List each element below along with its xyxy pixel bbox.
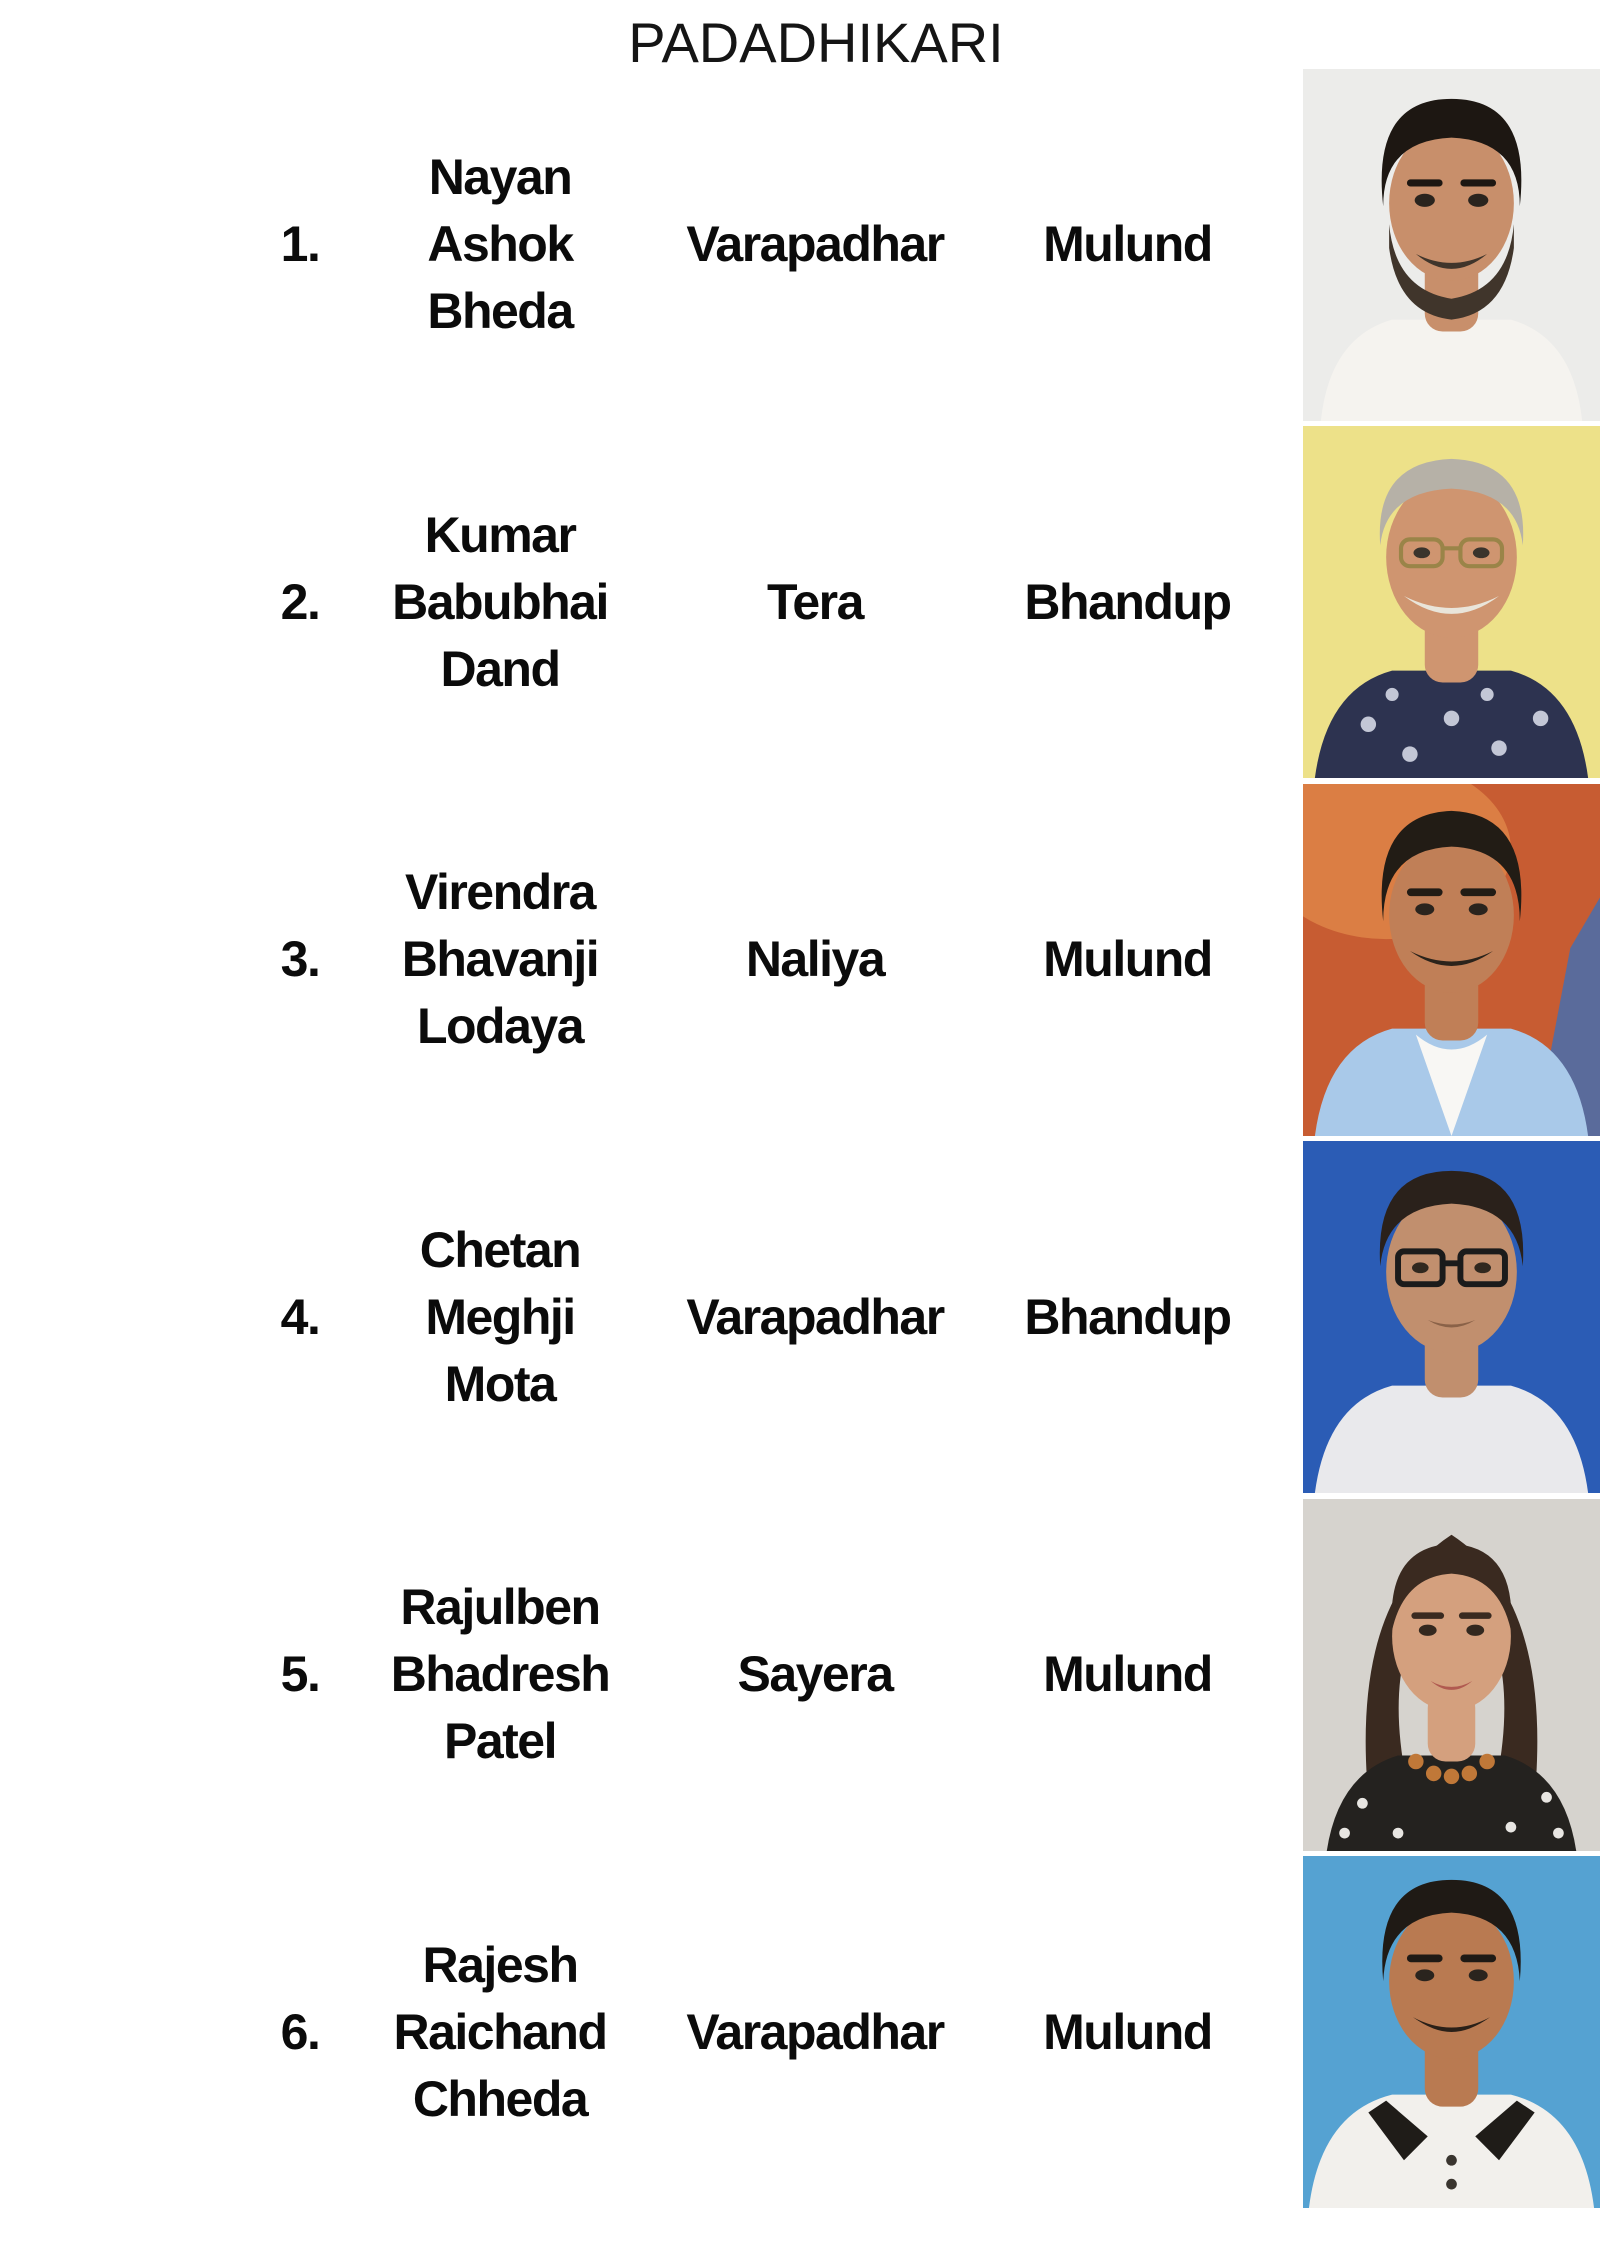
members-table: [0, 66, 1600, 2211]
name-line: Chheda: [412, 2070, 588, 2127]
name-line: Rajulben: [400, 1579, 600, 1636]
name-line: Meghji: [425, 1288, 575, 1345]
name-line: Rajesh: [422, 1936, 578, 1993]
row-number: 6.: [280, 2003, 320, 2060]
member-location: Mulund: [1043, 931, 1212, 988]
name-line: Virendra: [405, 864, 595, 921]
member-designation: Varapadhar: [686, 2003, 944, 2060]
member-name: [360, 859, 640, 1060]
name-line: Bheda: [427, 283, 573, 340]
name-line: Lodaya: [416, 998, 584, 1055]
member-designation: Varapadhar: [686, 216, 944, 273]
name-line: Patel: [443, 1713, 556, 1770]
member-name: [360, 502, 640, 703]
name-line: Dand: [440, 640, 560, 697]
name-line: Nayan: [428, 149, 572, 206]
portrait-photo: [1303, 69, 1600, 421]
member-photo: [1303, 1499, 1600, 1851]
name-line: Ashok: [427, 216, 573, 273]
row-number: 3.: [280, 931, 320, 988]
member-location: Bhandup: [1024, 1288, 1231, 1345]
portrait-photo: [1303, 1499, 1600, 1851]
table-row: [0, 66, 1600, 424]
row-number: 2.: [280, 573, 320, 630]
member-designation: Varapadhar: [686, 1288, 944, 1345]
name-line: Babubhai: [392, 573, 608, 630]
row-number: 5.: [280, 1646, 320, 1703]
name-line: Bhadresh: [390, 1646, 610, 1703]
row-number: 4.: [280, 1288, 320, 1345]
name-line: Mota: [444, 1355, 556, 1412]
member-photo: [1303, 1141, 1600, 1493]
name-line: Kumar: [424, 506, 576, 563]
member-photo: [1303, 1856, 1600, 2208]
name-line: Bhavanji: [401, 931, 599, 988]
portrait-photo: [1303, 426, 1600, 778]
member-designation: Sayera: [737, 1646, 893, 1703]
member-designation: Naliya: [745, 931, 885, 988]
member-name: [360, 1932, 640, 2133]
row-number: 1.: [280, 216, 320, 273]
member-location: Bhandup: [1024, 573, 1231, 630]
portrait-photo: [1303, 784, 1600, 1136]
member-photo: [1303, 784, 1600, 1136]
member-photo: [1303, 69, 1600, 421]
member-name: [360, 144, 640, 345]
member-name: [360, 1217, 640, 1418]
portrait-photo: [1303, 1856, 1600, 2208]
page-title: PADADHIKARI: [628, 11, 1004, 74]
table-row: [0, 781, 1600, 1139]
member-designation: Tera: [767, 573, 863, 630]
table-row: [0, 1854, 1600, 2212]
name-line: Chetan: [419, 1221, 581, 1278]
member-location: Mulund: [1043, 216, 1212, 273]
member-location: Mulund: [1043, 1646, 1212, 1703]
member-photo: [1303, 426, 1600, 778]
table-row: [0, 1139, 1600, 1497]
member-name: [360, 1574, 640, 1775]
table-row: [0, 424, 1600, 782]
member-location: Mulund: [1043, 2003, 1212, 2060]
name-line: Raichand: [393, 2003, 607, 2060]
portrait-photo: [1303, 1141, 1600, 1493]
table-row: [0, 1496, 1600, 1854]
